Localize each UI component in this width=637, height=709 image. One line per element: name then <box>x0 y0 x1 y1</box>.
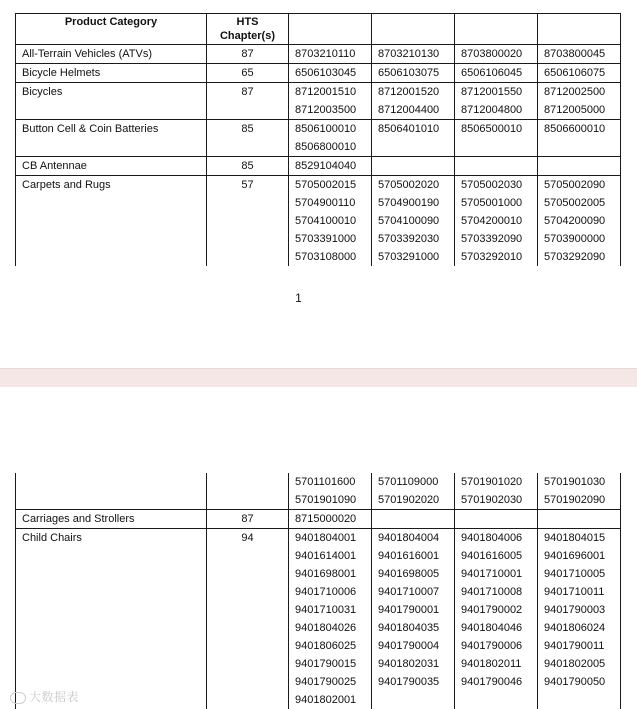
table-row <box>16 510 621 529</box>
hts-code: 5705002090 <box>544 176 620 194</box>
hts-code: 9401710001 <box>461 565 537 583</box>
hts-code: 8703210130 <box>378 45 454 63</box>
hts-code: 9401802001 <box>295 691 371 709</box>
hts-code: 6506106075 <box>544 64 620 82</box>
hts-code: 9401802011 <box>461 655 537 673</box>
hts-code-cell <box>372 64 455 83</box>
hts-code: 8703800045 <box>544 45 620 63</box>
hts-code: 8506500010 <box>461 120 537 138</box>
hts-code <box>378 138 454 156</box>
hts-code: 8712003500 <box>295 101 371 119</box>
hts-code: 8529104040 <box>295 157 371 175</box>
hts-code: 5703108000 <box>295 248 371 266</box>
hts-code: 8506401010 <box>378 120 454 138</box>
hts-code: 9401804035 <box>378 619 454 637</box>
hts-code: 9401616005 <box>461 547 537 565</box>
hts-code: 8715000020 <box>295 510 371 528</box>
hts-code: 9401710031 <box>295 601 371 619</box>
table-row <box>16 64 621 83</box>
hts-code: 6506106045 <box>461 64 537 82</box>
hts-chapter-cell: 85 <box>207 157 289 176</box>
hts-code: 6506103045 <box>295 64 371 82</box>
hts-code: 5705002020 <box>378 176 454 194</box>
category-cell: Carpets and Rugs <box>16 176 207 267</box>
hts-code: 9401790006 <box>461 637 537 655</box>
hts-code-cell <box>372 176 455 267</box>
hts-code-cell <box>289 45 372 64</box>
hts-code: 9401790015 <box>295 655 371 673</box>
category-cell: All-Terrain Vehicles (ATVs) <box>16 45 207 64</box>
hts-code: 9401790011 <box>544 637 620 655</box>
hts-code <box>544 510 620 528</box>
hts-code: 5703291000 <box>378 248 454 266</box>
hts-code: 9401790035 <box>378 673 454 691</box>
hts-code-cell <box>455 157 538 176</box>
hts-code: 9401804015 <box>544 529 620 547</box>
hts-code: 9401614001 <box>295 547 371 565</box>
hts-code: 9401804046 <box>461 619 537 637</box>
header-code-3 <box>455 14 538 45</box>
hts-code <box>461 138 537 156</box>
hts-code: 5705002030 <box>461 176 537 194</box>
hts-code: 9401710008 <box>461 583 537 601</box>
hts-chapter-cell: 87 <box>207 510 289 529</box>
hts-code: 9401790001 <box>378 601 454 619</box>
hts-code: 5703392090 <box>461 230 537 248</box>
hts-code-cell <box>372 157 455 176</box>
hts-code: 5704900190 <box>378 194 454 212</box>
header-code-4 <box>538 14 621 45</box>
hts-code: 9401710011 <box>544 583 620 601</box>
hts-code: 5704900110 <box>295 194 371 212</box>
hts-code: 9401790003 <box>544 601 620 619</box>
hts-code-cell <box>289 510 372 529</box>
hts-code: 5704100010 <box>295 212 371 230</box>
hts-code: 9401806024 <box>544 619 620 637</box>
hts-code: 5701901090 <box>295 491 371 509</box>
hts-code <box>378 157 454 175</box>
hts-code: 9401806025 <box>295 637 371 655</box>
hts-chapter-cell <box>207 473 289 510</box>
page-number: 1 <box>0 291 597 305</box>
hts-code: 9401804006 <box>461 529 537 547</box>
hts-code: 5703292090 <box>544 248 620 266</box>
hts-code-cell <box>538 120 621 157</box>
hts-code-cell <box>455 120 538 157</box>
hts-code-cell <box>538 64 621 83</box>
hts-code: 5701101600 <box>295 473 371 491</box>
table-row <box>16 157 621 176</box>
hts-code: 5705001000 <box>461 194 537 212</box>
header-code-2 <box>372 14 455 45</box>
hts-code-cell <box>289 120 372 157</box>
table-row <box>16 120 621 157</box>
hts-code: 8712004400 <box>378 101 454 119</box>
hts-code: 9401710007 <box>378 583 454 601</box>
hts-code: 9401804026 <box>295 619 371 637</box>
category-cell: Bicycles <box>16 83 207 120</box>
header-code-1 <box>289 14 372 45</box>
hts-code: 5703392030 <box>378 230 454 248</box>
hts-code: 8712001510 <box>295 83 371 101</box>
hts-code <box>378 510 454 528</box>
hts-chapter-cell: 87 <box>207 83 289 120</box>
header-hts-chapters: HTS Chapter(s) <box>207 14 289 45</box>
hts-code: 8703210110 <box>295 45 371 63</box>
hts-code: 9401698005 <box>378 565 454 583</box>
hts-code: 9401696001 <box>544 547 620 565</box>
hts-code-cell <box>455 176 538 267</box>
category-cell: Bicycle Helmets <box>16 64 207 83</box>
hts-code-cell <box>289 157 372 176</box>
hts-table-page-2 <box>15 473 621 709</box>
hts-code: 5701902090 <box>544 491 620 509</box>
hts-code-cell <box>289 473 372 510</box>
hts-code: 5701902030 <box>461 491 537 509</box>
hts-code: 8712004800 <box>461 101 537 119</box>
hts-code: 5703900000 <box>544 230 620 248</box>
hts-code-cell <box>372 83 455 120</box>
hts-code-cell <box>538 83 621 120</box>
hts-code: 9401616001 <box>378 547 454 565</box>
hts-code-cell <box>455 64 538 83</box>
hts-code-cell <box>538 45 621 64</box>
hts-code-cell <box>538 157 621 176</box>
hts-code-cell <box>455 510 538 529</box>
table-header-row <box>16 14 621 45</box>
hts-code: 5701901020 <box>461 473 537 491</box>
hts-code: 9401804004 <box>378 529 454 547</box>
hts-code-cell <box>538 529 621 709</box>
hts-code: 5705002005 <box>544 194 620 212</box>
hts-code: 5703391000 <box>295 230 371 248</box>
category-cell: CB Antennae <box>16 157 207 176</box>
hts-code-cell <box>289 529 372 709</box>
hts-code-cell <box>538 473 621 510</box>
hts-chapter-cell: 57 <box>207 176 289 267</box>
hts-code: 5705002015 <box>295 176 371 194</box>
category-cell: Button Cell & Coin Batteries <box>16 120 207 157</box>
hts-code: 9401804001 <box>295 529 371 547</box>
category-cell: Carriages and Strollers <box>16 510 207 529</box>
hts-code: 9401698001 <box>295 565 371 583</box>
header-product-category: Product Category <box>16 14 207 45</box>
hts-code: 5704200010 <box>461 212 537 230</box>
hts-code <box>461 157 537 175</box>
hts-code-cell <box>372 529 455 709</box>
hts-code: 9401790025 <box>295 673 371 691</box>
hts-code: 9401802005 <box>544 655 620 673</box>
hts-code: 5703292010 <box>461 248 537 266</box>
hts-code-cell <box>455 529 538 709</box>
hts-table-page-1 <box>15 13 621 266</box>
hts-code: 9401790004 <box>378 637 454 655</box>
hts-code: 8506800010 <box>295 138 371 156</box>
hts-code: 8506100010 <box>295 120 371 138</box>
hts-code: 8703800020 <box>461 45 537 63</box>
hts-code-cell <box>455 83 538 120</box>
table-row <box>16 45 621 64</box>
hts-code: 9401710006 <box>295 583 371 601</box>
hts-code: 6506103075 <box>378 64 454 82</box>
hts-code-cell <box>538 510 621 529</box>
hts-chapter-cell: 94 <box>207 529 289 709</box>
hts-code-cell <box>372 473 455 510</box>
hts-code <box>378 691 454 709</box>
table-row <box>16 473 621 510</box>
hts-code: 5704200090 <box>544 212 620 230</box>
hts-code <box>461 691 537 709</box>
hts-code: 5701109000 <box>378 473 454 491</box>
hts-code: 9401802031 <box>378 655 454 673</box>
hts-code: 8712001550 <box>461 83 537 101</box>
table-row <box>16 529 621 709</box>
hts-chapter-cell: 85 <box>207 120 289 157</box>
hts-chapter-cell: 65 <box>207 64 289 83</box>
hts-code-cell <box>289 83 372 120</box>
hts-code: 8712001520 <box>378 83 454 101</box>
hts-code-cell <box>372 120 455 157</box>
table-row <box>16 83 621 120</box>
watermark-logo-icon <box>10 692 26 704</box>
table-row <box>16 176 621 267</box>
hts-code: 9401710005 <box>544 565 620 583</box>
category-cell <box>16 473 207 510</box>
hts-code-cell <box>455 45 538 64</box>
hts-code: 5704100090 <box>378 212 454 230</box>
hts-code <box>544 138 620 156</box>
hts-code-cell <box>289 176 372 267</box>
hts-code: 9401790046 <box>461 673 537 691</box>
hts-code <box>544 157 620 175</box>
hts-code-cell <box>455 473 538 510</box>
hts-code: 8506600010 <box>544 120 620 138</box>
category-cell: Child Chairs <box>16 529 207 709</box>
hts-code <box>544 691 620 709</box>
hts-code-cell <box>372 45 455 64</box>
hts-code: 5701902020 <box>378 491 454 509</box>
hts-code: 8712002500 <box>544 83 620 101</box>
hts-code-cell <box>372 510 455 529</box>
hts-code: 5701901030 <box>544 473 620 491</box>
watermark: 大数据表 <box>10 688 79 705</box>
hts-code-cell <box>289 64 372 83</box>
hts-code: 9401790002 <box>461 601 537 619</box>
hts-code <box>461 510 537 528</box>
hts-chapter-cell: 87 <box>207 45 289 64</box>
page-separator <box>0 368 637 388</box>
hts-code: 9401790050 <box>544 673 620 691</box>
hts-code: 8712005000 <box>544 101 620 119</box>
hts-code-cell <box>538 176 621 267</box>
